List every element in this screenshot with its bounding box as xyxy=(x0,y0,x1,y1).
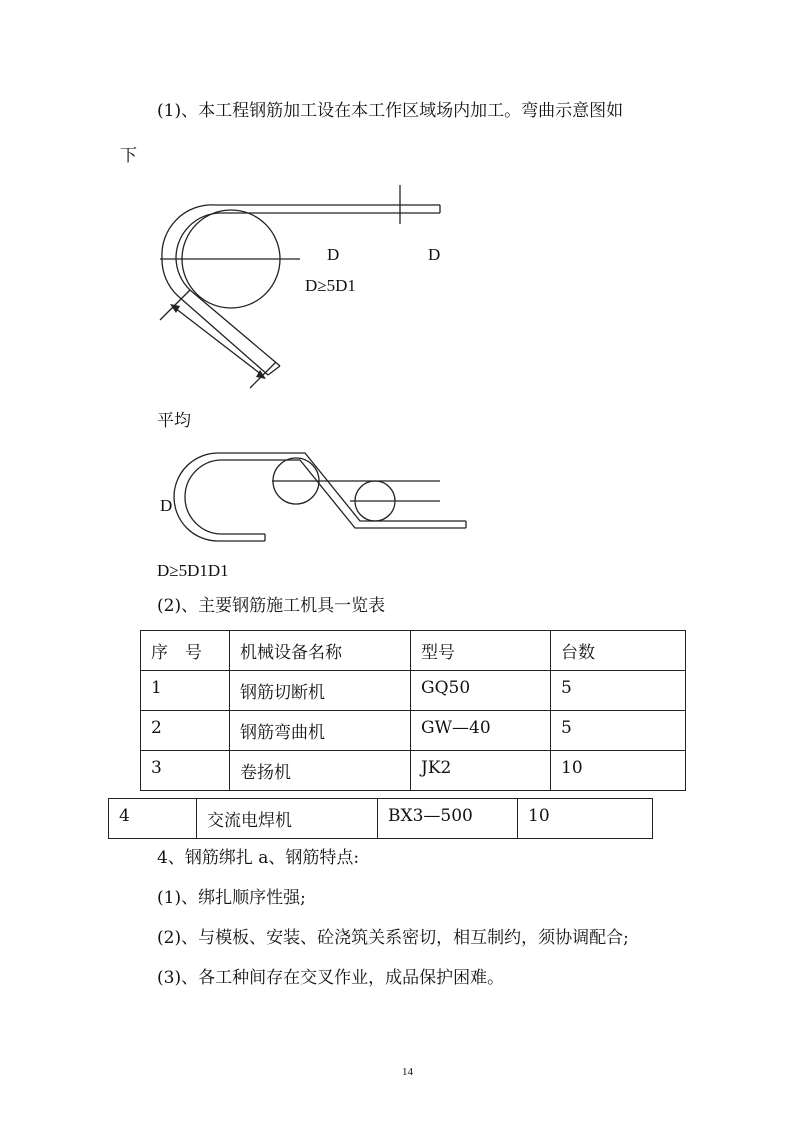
equipment-table xyxy=(140,630,686,791)
cell-model: GQ50 xyxy=(411,671,551,711)
cell-serial: 3 xyxy=(141,751,230,791)
page-number: 14 xyxy=(402,1066,413,1078)
cell-serial: 2 xyxy=(141,711,230,751)
figure1-formula: D≥5D1 xyxy=(305,276,356,295)
table-row xyxy=(109,799,653,839)
cell-count: 10 xyxy=(551,751,686,791)
formula-line: D≥5D1D1 xyxy=(157,561,229,580)
cell-model: BX3—500 xyxy=(378,799,518,839)
paragraph-1-line-2: 下 xyxy=(120,146,137,166)
cell-serial: 4 xyxy=(109,799,197,839)
feature-item-1: (1)、绑扎顺序性强; xyxy=(157,888,306,908)
header-model: 型号 xyxy=(411,631,551,671)
cell-model: JK2 xyxy=(411,751,551,791)
cell-name: 交流电焊机 xyxy=(197,799,378,839)
header-name: 机械设备名称 xyxy=(230,631,411,671)
table-row xyxy=(141,711,686,751)
table-header-row xyxy=(141,631,686,671)
header-count: 台数 xyxy=(551,631,686,671)
cell-name: 钢筋切断机 xyxy=(230,671,411,711)
header-serial: 序 号 xyxy=(141,631,230,671)
table-row xyxy=(141,671,686,711)
cell-name: 钢筋弯曲机 xyxy=(230,711,411,751)
cell-count: 10 xyxy=(518,799,653,839)
equipment-table-extra xyxy=(108,798,653,839)
figure2-label-d: D xyxy=(160,496,173,515)
average-label: 平均 xyxy=(157,411,191,431)
table-caption: (2)、主要钢筋施工机具一览表 xyxy=(157,596,386,616)
cell-count: 5 xyxy=(551,711,686,751)
table-row xyxy=(141,751,686,791)
paragraph-4: 4、钢筋绑扎 a、钢筋特点: xyxy=(157,848,360,868)
cell-model: GW—40 xyxy=(411,711,551,751)
cell-name: 卷扬机 xyxy=(230,751,411,791)
figure1-label-d-outer: D xyxy=(428,245,441,264)
cell-serial: 1 xyxy=(141,671,230,711)
paragraph-1-line-1: (1)、本工程钢筋加工设在本工作区域场内加工。弯曲示意图如 xyxy=(157,101,624,121)
feature-item-3: (3)、各工种间存在交叉作业，成品保护困难。 xyxy=(157,968,505,988)
cell-count: 5 xyxy=(551,671,686,711)
figure1-label-d-inner: D xyxy=(327,245,340,264)
feature-item-2: (2)、与模板、安装、砼浇筑关系密切，相互制约，须协调配合; xyxy=(157,928,629,948)
